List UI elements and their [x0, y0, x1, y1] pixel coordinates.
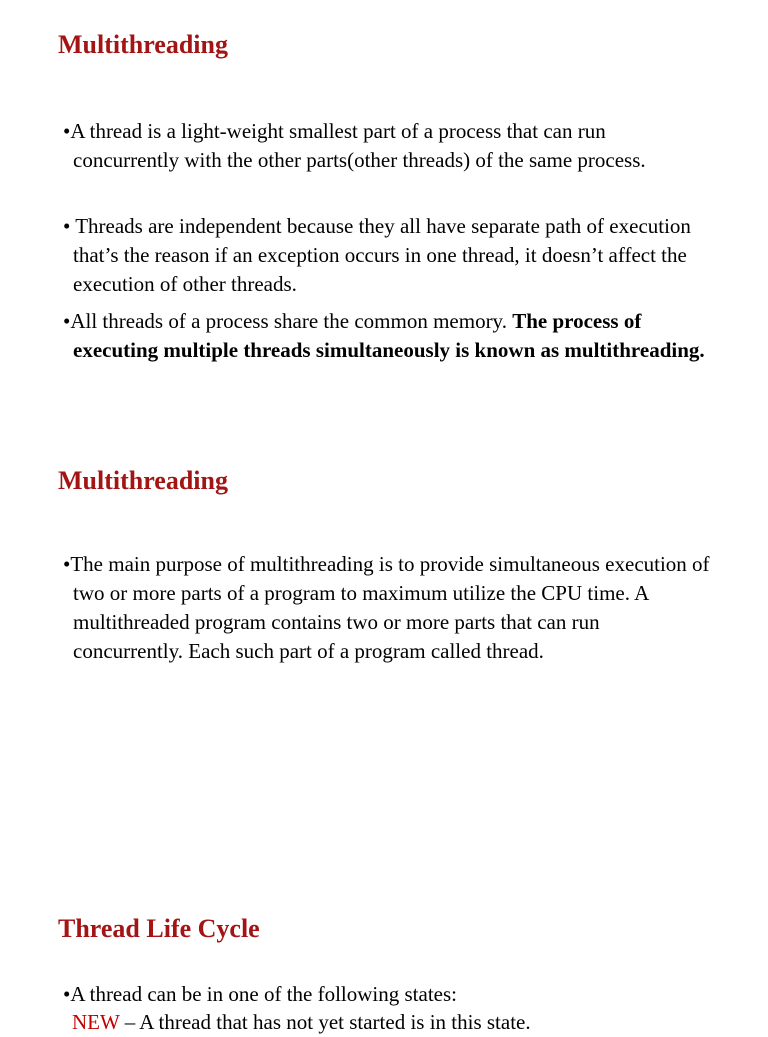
- paragraph-thread-states-intro: •A thread can be in one of the following states:: [63, 982, 457, 1006]
- paragraph-thread-independence: • Threads are independent because they all have separate path of execution that’s the reason if an exception occurs in one thread, it doesn’t affect the execution of other threads.: [63, 214, 691, 296]
- paragraph-multithreading-purpose: •The main purpose of multithreading is to provide simultaneous execution of two or more parts of a program to maximum utilize the CPU time. A multithreaded program contains two or more parts that can run concurrently. Each such part of a program called thread.: [63, 552, 710, 663]
- state-new-label: NEW: [72, 1010, 120, 1034]
- state-new-description: – A thread that has not yet started is in this state.: [119, 1010, 531, 1034]
- multithreading-definition-bold: The process of executing multiple threads simultaneously is known as multithreading.: [73, 309, 705, 362]
- section-title-multithreading-1: Multithreading: [58, 30, 228, 59]
- state-new-line: [72, 1008, 531, 1037]
- paragraph-shared-memory: [63, 307, 713, 365]
- section-title-multithreading-2: Multithreading: [58, 466, 228, 495]
- paragraph-thread-definition: •A thread is a light-weight smallest part of a process that can run concurrently with the other parts(other threads) of the same process.: [63, 119, 646, 172]
- section-title-thread-life-cycle: Thread Life Cycle: [58, 914, 260, 943]
- shared-memory-text: •All threads of a process share the common memory.: [63, 309, 513, 333]
